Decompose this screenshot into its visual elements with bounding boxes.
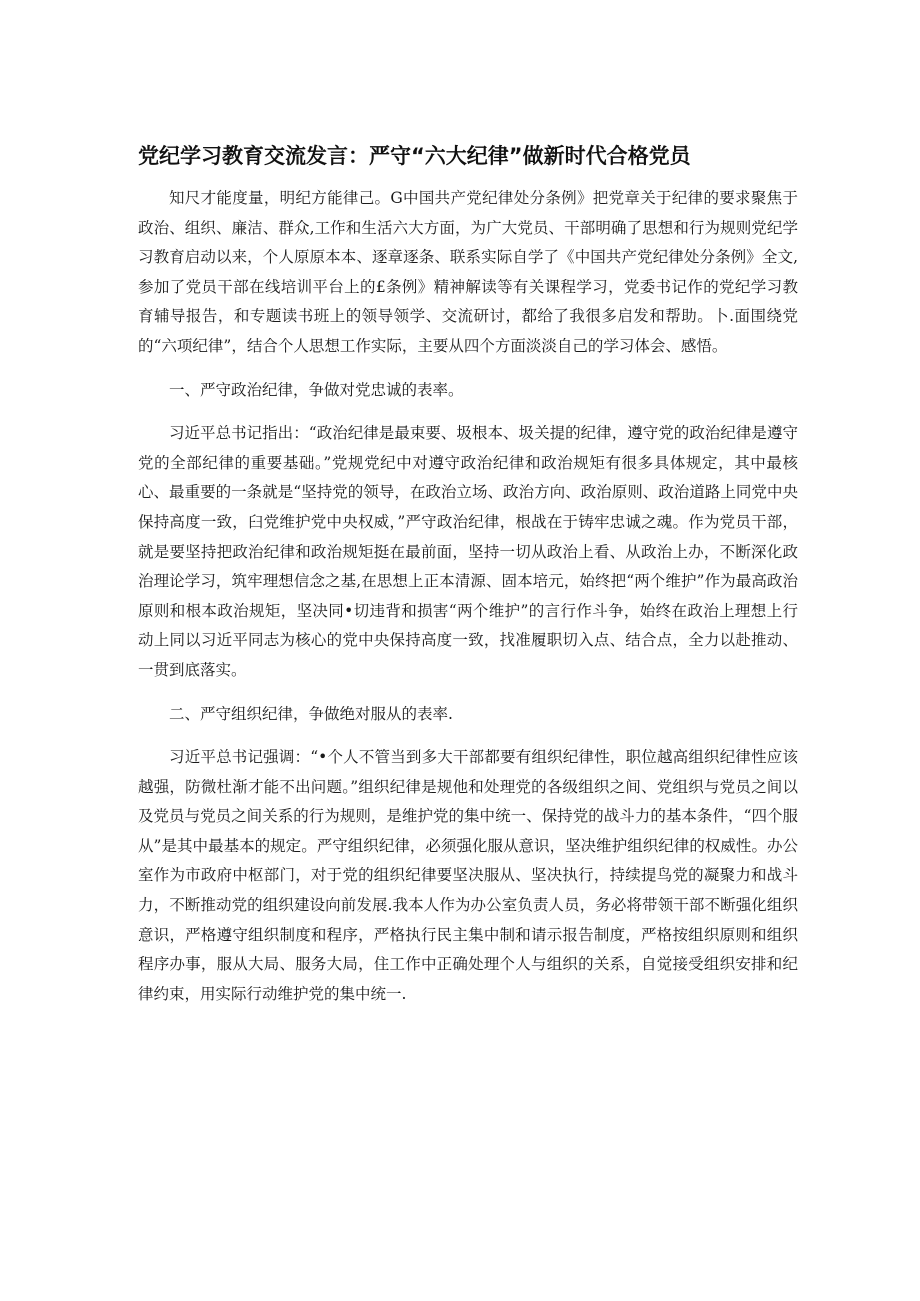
political-discipline-paragraph: 习近平总书记指出：“政治纪律是最束要、圾根本、圾关提的纪律，遵守党的政治纪律是遵守党的全部纪律的重要基础。”党规党纪中对遵守政治纪律和政治规矩有很多具体规定，其中最核心、最重要的一条就是“坚持党的领导，在政治立场、政治方向、政治原则、政治道路上同党中央保持高度一致，臼党维护党中央权威，”严守政治纪律，根战在于铸牢忠诚之魂。作为党员干部，就是要坚持把政治纪律和政治规矩挺在最前面，坚持一切从政治上看、从政治上办，不断深化政治理论学习，筑牢理想信念之基,在思想上正本清源、固本培元，始终把“两个维护”作为最高政治原则和根本政治规矩，坚决同•切违背和损害“两个维护”的言行作斗争，始终在政治上理想上行动上同以习近平同志为核心的党中央保持高度一致，找准履职切入点、结合点，全力以赴推动、一贯到底落实。 <box>138 424 798 679</box>
intro-paragraph: 知尺才能度量，明纪方能律己。G中国共产党纪律处分条例》把党章关于纪律的要求聚焦于政治、组织、廉洁、群众,工作和生活六大方面，为广大党员、干部明确了思想和行为规则党纪学习教育启动以来，个人原原本本、逐章逐条、联系实际自学了《中国共产党纪律处分条例》全文,参加了党员干部在线培训平台上的£条例》精神解读等有关课程学习，党委书记作的党纪学习教育辅导报告，和专题读书班上的领导领学、交流研讨，都给了我很多启发和帮助。卜.面围绕党的“六项纪律”，结合个人思想工作实际，主要从四个方面淡淡自己的学习体会、感悟。 <box>138 189 798 355</box>
document-title: 党纪学习教育交流发言：严守“六大纪律”做新时代合格党员 <box>138 144 691 168</box>
document-page <box>138 140 798 1023</box>
section-heading-political: 一、严守政治纪律，争做对党忠诚的表率。 <box>169 380 464 399</box>
section-heading-organizational: 二、严守组织纪律，争做绝对服从的表率. <box>169 704 453 723</box>
organizational-discipline-paragraph: 习近平总书记强调：“•个人不管当到多大干部都要有组织纪律性，职位越高组织纪律性应该越强，防微杜渐才能不出问题。”组织纪律是规他和处理党的各级组织之间、党组织与党员之间以及党员与党员之间关系的行为规则，是维护党的集中统一、保持党的战斗力的基本条件，“四个服从”是其中最基本的规定。严守组织纪律，必须强化服从意识，坚决维护组织纪律的权威性。办公室作为市政府中枢部门，对于党的组织纪律要坚决服从、坚决执行，持续提鸟党的凝聚力和战斗力，不断推动党的组织建设向前发展.我本人作为办公室负责人员，务必将带领干部不断强化组织意识，严格遵守组织制度和程序，严格执行民主集中制和请示报告制度，严格按组织原则和组织程序办事，服从大局、服务大局，住工作中正确处理个人与组织的关系，自觉接受组织安排和纪律约束，用实际行动维护党的集中统一. <box>138 748 798 1003</box>
